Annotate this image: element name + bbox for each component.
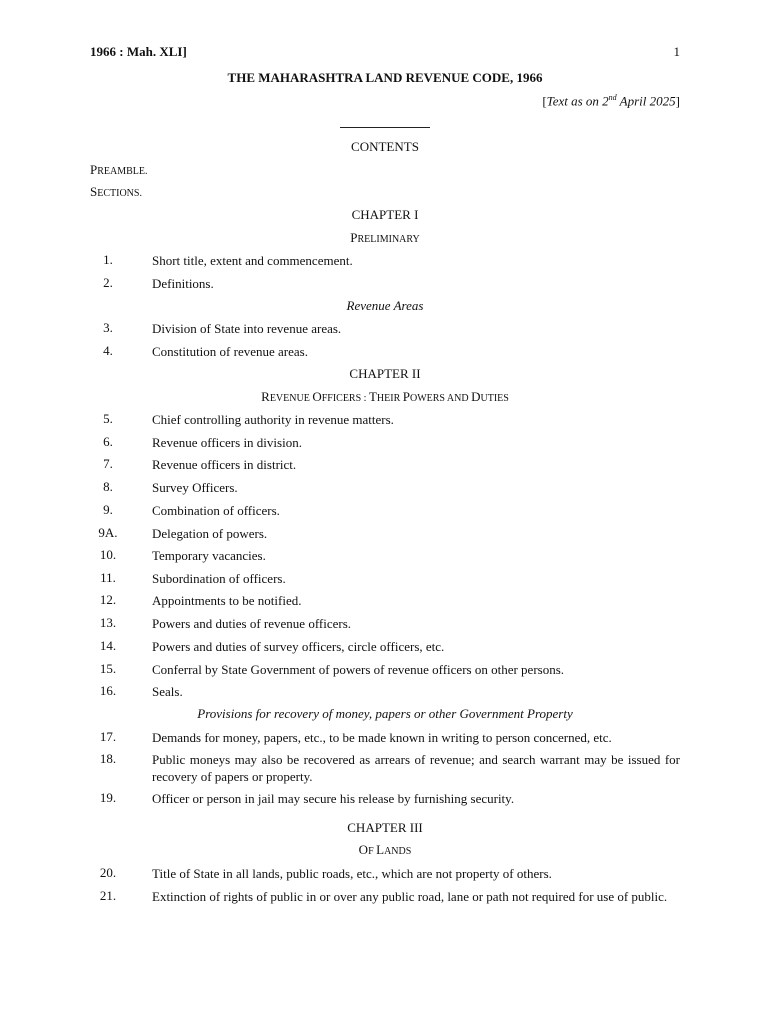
entry-number: 1. (103, 252, 113, 267)
entry-text: Conferral by State Government of powers of revenue officers on other persons. (152, 662, 565, 677)
as-on-prefix: Text as on 2 (546, 93, 609, 109)
sections-first-letter: S (90, 184, 98, 199)
small-caps-rest: HEIR (376, 393, 403, 404)
entry-text: Division of State into revenue areas. (152, 321, 342, 336)
entry-text: Revenue officers in division. (152, 435, 302, 450)
entry-text: Subordination of officers. (152, 571, 286, 586)
small-caps-rest: UTIES (480, 393, 509, 404)
chapter-1-subtitle (90, 230, 680, 246)
small-caps-initial: O (358, 842, 369, 857)
entry-text: Appointments to be notified. (152, 593, 302, 608)
page-number: 1 (673, 44, 680, 59)
entry-number: 17. (99, 729, 117, 744)
entry-number: 11. (100, 570, 116, 585)
small-caps-rest: ANDS (384, 846, 412, 857)
entry-number: 12. (99, 592, 117, 607)
entry-number: 6. (103, 434, 113, 449)
entry-text: Chief controlling authority in revenue matters. (152, 412, 394, 427)
subheading-revenue-areas: Revenue Areas (346, 298, 424, 313)
subheading-recovery: Provisions for recovery of money, papers or other Government Property (197, 706, 573, 721)
small-caps-initial: D (471, 389, 481, 404)
sections-label (90, 184, 142, 200)
small-caps-initial: O (312, 389, 322, 404)
entry-text: Combination of officers. (152, 503, 280, 518)
entry-number: 16. (99, 683, 117, 698)
entry-number: 10. (99, 547, 117, 562)
small-caps-initial: L (376, 842, 385, 857)
act-reference: 1966 : Mah. XLI] (90, 44, 187, 59)
entry-number: 15. (99, 661, 117, 676)
title-divider (340, 127, 430, 128)
small-caps-initial: P (402, 389, 410, 404)
entry-text: Demands for money, papers, etc., to be made known in writing to person concerned, etc. (152, 730, 612, 745)
entry-number: 7. (103, 456, 113, 471)
entry-text: Delegation of powers. (152, 526, 268, 541)
entry-text: Constitution of revenue areas. (152, 344, 308, 359)
entry-number: 3. (103, 320, 113, 335)
entry-number: 14. (99, 638, 117, 653)
entry-number: 4. (103, 343, 113, 358)
preamble-rest: REAMBLE. (97, 166, 148, 177)
entry-text: Officer or person in jail may secure his release by furnishing security. (152, 791, 515, 806)
entry-text: Short title, extent and commencement. (152, 253, 353, 268)
sections-rest: ECTIONS. (97, 188, 142, 199)
entry-number: 21. (99, 888, 117, 903)
entry-text: Extinction of rights of public in or over any public road, lane or path not required for use of public. (152, 889, 668, 904)
small-caps-initial: R (261, 389, 270, 404)
small-caps-rest: F (368, 846, 377, 857)
contents-heading: CONTENTS (351, 139, 419, 154)
entry-text: Powers and duties of survey officers, circle officers, etc. (152, 639, 445, 654)
entry-text: Revenue officers in district. (152, 457, 297, 472)
small-caps-rest: OWERS AND (409, 393, 472, 404)
entry-text: Title of State in all lands, public roads, etc., which are not property of others. (152, 866, 552, 881)
entry-number: 2. (103, 275, 113, 290)
entry-text: Temporary vacancies. (152, 548, 266, 563)
small-caps-initial: T (368, 389, 377, 404)
text-as-on-note: [Text as on 2nd April 2025] (542, 93, 680, 109)
document-title: THE MAHARASHTRA LAND REVENUE CODE, 1966 (227, 70, 543, 85)
entry-number: 13. (99, 615, 117, 630)
small-caps-initial: P (350, 230, 358, 245)
small-caps-rest: RELIMINARY (357, 234, 420, 245)
chapter-2-heading: CHAPTER II (349, 366, 421, 381)
entry-text: Seals. (152, 684, 183, 699)
entry-text: Survey Officers. (152, 480, 238, 495)
entry-text: Public moneys may also be recovered as arrears of revenue; and search warrant may be issued for recovery of papers or property. (152, 752, 680, 784)
entry-text: Powers and duties of revenue officers. (152, 616, 352, 631)
entry-number: 20. (99, 865, 117, 880)
small-caps-rest: EVENUE (269, 393, 313, 404)
entry-number: 8. (103, 479, 113, 494)
preamble-label (90, 162, 148, 178)
chapter-3-heading: CHAPTER III (347, 820, 423, 835)
chapter-1-heading: CHAPTER I (351, 207, 419, 222)
preamble-first-letter: P (90, 162, 98, 177)
entry-text: Definitions. (152, 276, 214, 291)
entry-number: 18. (99, 751, 117, 766)
small-caps-rest: FFICERS : (321, 393, 369, 404)
entry-number: 5. (103, 411, 113, 426)
chapter-3-subtitle (90, 842, 680, 858)
as-on-superscript: nd (608, 93, 617, 102)
chapter-2-subtitle (90, 389, 680, 405)
entry-number: 9A. (98, 525, 118, 540)
entry-number: 9. (103, 502, 113, 517)
as-on-suffix: April 2025 (616, 93, 676, 109)
entry-number: 19. (99, 790, 117, 805)
